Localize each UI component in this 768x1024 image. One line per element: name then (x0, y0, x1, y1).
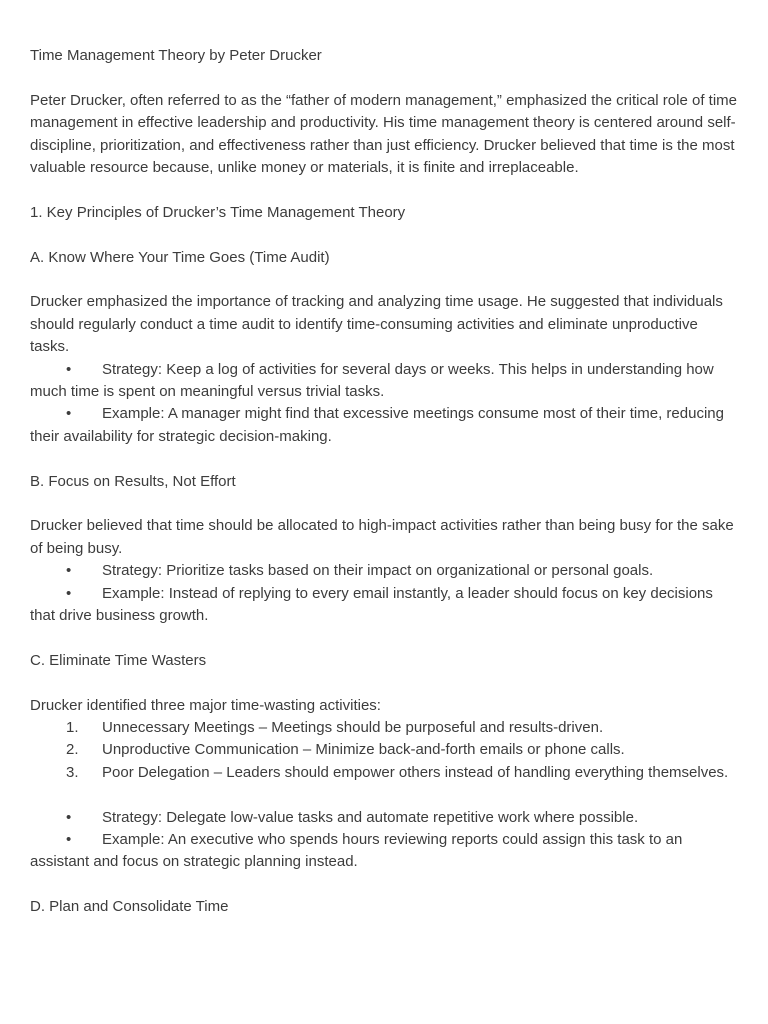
section-a-body: Drucker emphasized the importance of tracking and analyzing time usage. He suggested that individuals should regularly conduct a time audit to identify time-consuming activities and eliminate unproductive tasks. (30, 293, 723, 356)
list-item (30, 403, 738, 448)
section-a-heading: A. Know Where Your Time Goes (Time Audit) (30, 248, 330, 266)
bullet-marker: • (66, 808, 72, 826)
list-item-text: Unnecessary Meetings – Meetings should be purposeful and results-driven. (102, 719, 604, 737)
list-item-text: Example: A manager might find that excessive meetings consume most of their time, reducing their availability for strategic decision-making. (30, 405, 724, 445)
list-item-text: Strategy: Prioritize tasks based on their impact on organizational or personal goals. (102, 562, 654, 580)
section-c-body: Drucker identified three major time-wasting activities: (30, 696, 381, 714)
list-item (30, 807, 738, 829)
intro-paragraph: Peter Drucker, often referred to as the “father of modern management,” emphasized the critical role of time management in effective leadership and productivity. His time management theory is centered around self-discipline, prioritization, and effectiveness rather than just efficiency. Drucker believed that time is the most valuable resource because, unlike money or materials, it is finite and irreplaceable. (30, 91, 737, 177)
list-item-text: Poor Delegation – Leaders should empower others instead of handling everything themselves. (102, 763, 729, 781)
list-item (30, 717, 738, 739)
list-item-text: Example: An executive who spends hours reviewing reports could assign this task to an assistant and focus on strategic planning instead. (30, 831, 683, 871)
section-1-heading: 1. Key Principles of Drucker’s Time Management Theory (30, 203, 406, 221)
section-c-heading: C. Eliminate Time Wasters (30, 651, 207, 669)
list-item (30, 762, 738, 784)
list-item (30, 829, 738, 874)
bullet-marker: • (66, 360, 72, 378)
section-d-heading: D. Plan and Consolidate Time (30, 898, 229, 916)
number-marker: 3. (66, 763, 79, 781)
list-item (30, 359, 738, 404)
list-item-text: Example: Instead of replying to every email instantly, a leader should focus on key decisions that drive business growth. (30, 584, 713, 625)
bullet-marker: • (66, 831, 72, 849)
list-item (30, 739, 738, 761)
bullet-marker: • (66, 584, 72, 602)
number-marker: 2. (66, 741, 79, 759)
list-item (30, 583, 738, 628)
section-b-heading: B. Focus on Results, Not Effort (30, 472, 236, 490)
list-item-text: Strategy: Delegate low-value tasks and automate repetitive work where possible. (102, 808, 639, 826)
list-item-text: Strategy: Keep a log of activities for several days or weeks. This helps in understanding how much time is spent on meaningful versus trivial tasks. (30, 360, 714, 401)
bullet-marker: • (66, 405, 72, 423)
document-title: Time Management Theory by Peter Drucker (30, 47, 322, 64)
section-b-body: Drucker believed that time should be allocated to high-impact activities rather than being busy for the sake of being busy. (30, 517, 734, 557)
number-marker: 1. (66, 719, 79, 737)
list-item (30, 560, 738, 582)
bullet-marker: • (66, 562, 72, 580)
list-item-text: Unproductive Communication – Minimize back-and-forth emails or phone calls. (102, 741, 625, 759)
